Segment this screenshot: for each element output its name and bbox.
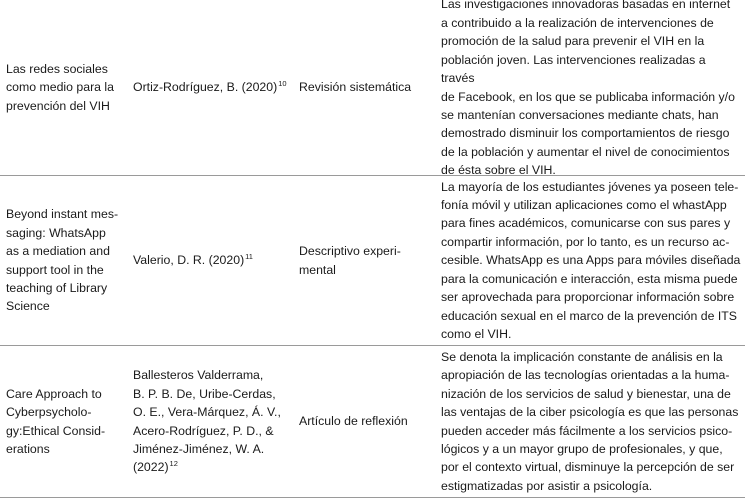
study-type: Descriptivo experi- mental (299, 244, 401, 277)
summary-cell (441, 176, 741, 345)
table-row (0, 176, 745, 346)
author-cell (133, 0, 293, 175)
table-row (0, 346, 745, 498)
study-title: Las redes sociales como medio para la prevención del VIH (6, 61, 114, 113)
study-type-cell (299, 176, 429, 345)
author-text: Valerio, D. R. (2020) (133, 253, 245, 268)
author-citation (133, 78, 287, 96)
study-type-cell (299, 0, 429, 175)
page-bottom-margin (0, 498, 745, 504)
author-text: Ballesteros Valderrama, B. P. B. De, Uribe-Cerdas, O. E., Vera-Márquez, Á. V., Acero-Rodríguez, P. D., & Jiménez-Jiménez, W. A. (2022) (133, 368, 281, 475)
reference-number: 12 (169, 459, 178, 469)
author-cell (133, 346, 293, 497)
summary-cell (441, 346, 741, 497)
table-row (0, 0, 745, 176)
study-summary: La mayoría de los estudiantes jóvenes ya poseen tele- fonía móvil y utilizan aplicaciones como el whastApp para fines académicos, comunicarse con sus pares y compartir información, por lo tanto, es un recurso ac- cesible. WhatsApp es una Apps para móviles diseñada para la comunicación e interacción, esta misma puede ser aprovechada para proporcionar información sobre educación sexual en el marco de la prevención de ITS como el VIH. (441, 179, 741, 341)
study-title-cell (6, 346, 124, 497)
reference-number: 10 (278, 79, 287, 89)
study-title: Beyond instant mes- saging: WhatsApp as a mediation and support tool in the teaching of Library Science (6, 207, 119, 314)
study-type-cell (299, 346, 429, 497)
author-cell (133, 176, 293, 345)
author-text: Ortiz-Rodríguez, B. (2020) (133, 80, 278, 95)
summary-cell (441, 0, 741, 178)
study-title-cell (6, 176, 124, 345)
study-type: Artículo de reflexión (299, 414, 408, 429)
study-summary: Las investigaciones innovadoras basadas en internet a contribuido a la realización de intervenciones de promoción de la salud para prevenir el VIH en la población joven. Las intervenciones realizadas a través de Facebook, en los que se publicaba información y/o se mantenían conversaciones mediante chats, han demostrado disminuir los comportamientos de riesgo de la población y aumentar el nivel de conocimientos de ésta sobre el VIH. (441, 0, 735, 178)
study-summary: Se denota la implicación constante de análisis en la apropiación de las tecnologías orientadas a la huma- nización de los servicios de salud y bienestar, una de las ventajas de la ciber psicología es que las personas pueden acceder más fácilmente a los servicios psico- lógicos y a un mayor grupo de profesionales, y que, por el contexto virtual, disminuye la percepción de ser estigmatizadas por asistir a psicología. (441, 349, 739, 493)
study-type: Revisión sistemática (299, 80, 412, 95)
author-citation (133, 251, 253, 269)
author-citation (133, 366, 281, 476)
study-title-cell (6, 0, 124, 175)
study-title: Care Approach to Cyberpsycholo- gy:Ethical Consid- erations (6, 386, 106, 456)
reference-number: 11 (245, 252, 253, 262)
